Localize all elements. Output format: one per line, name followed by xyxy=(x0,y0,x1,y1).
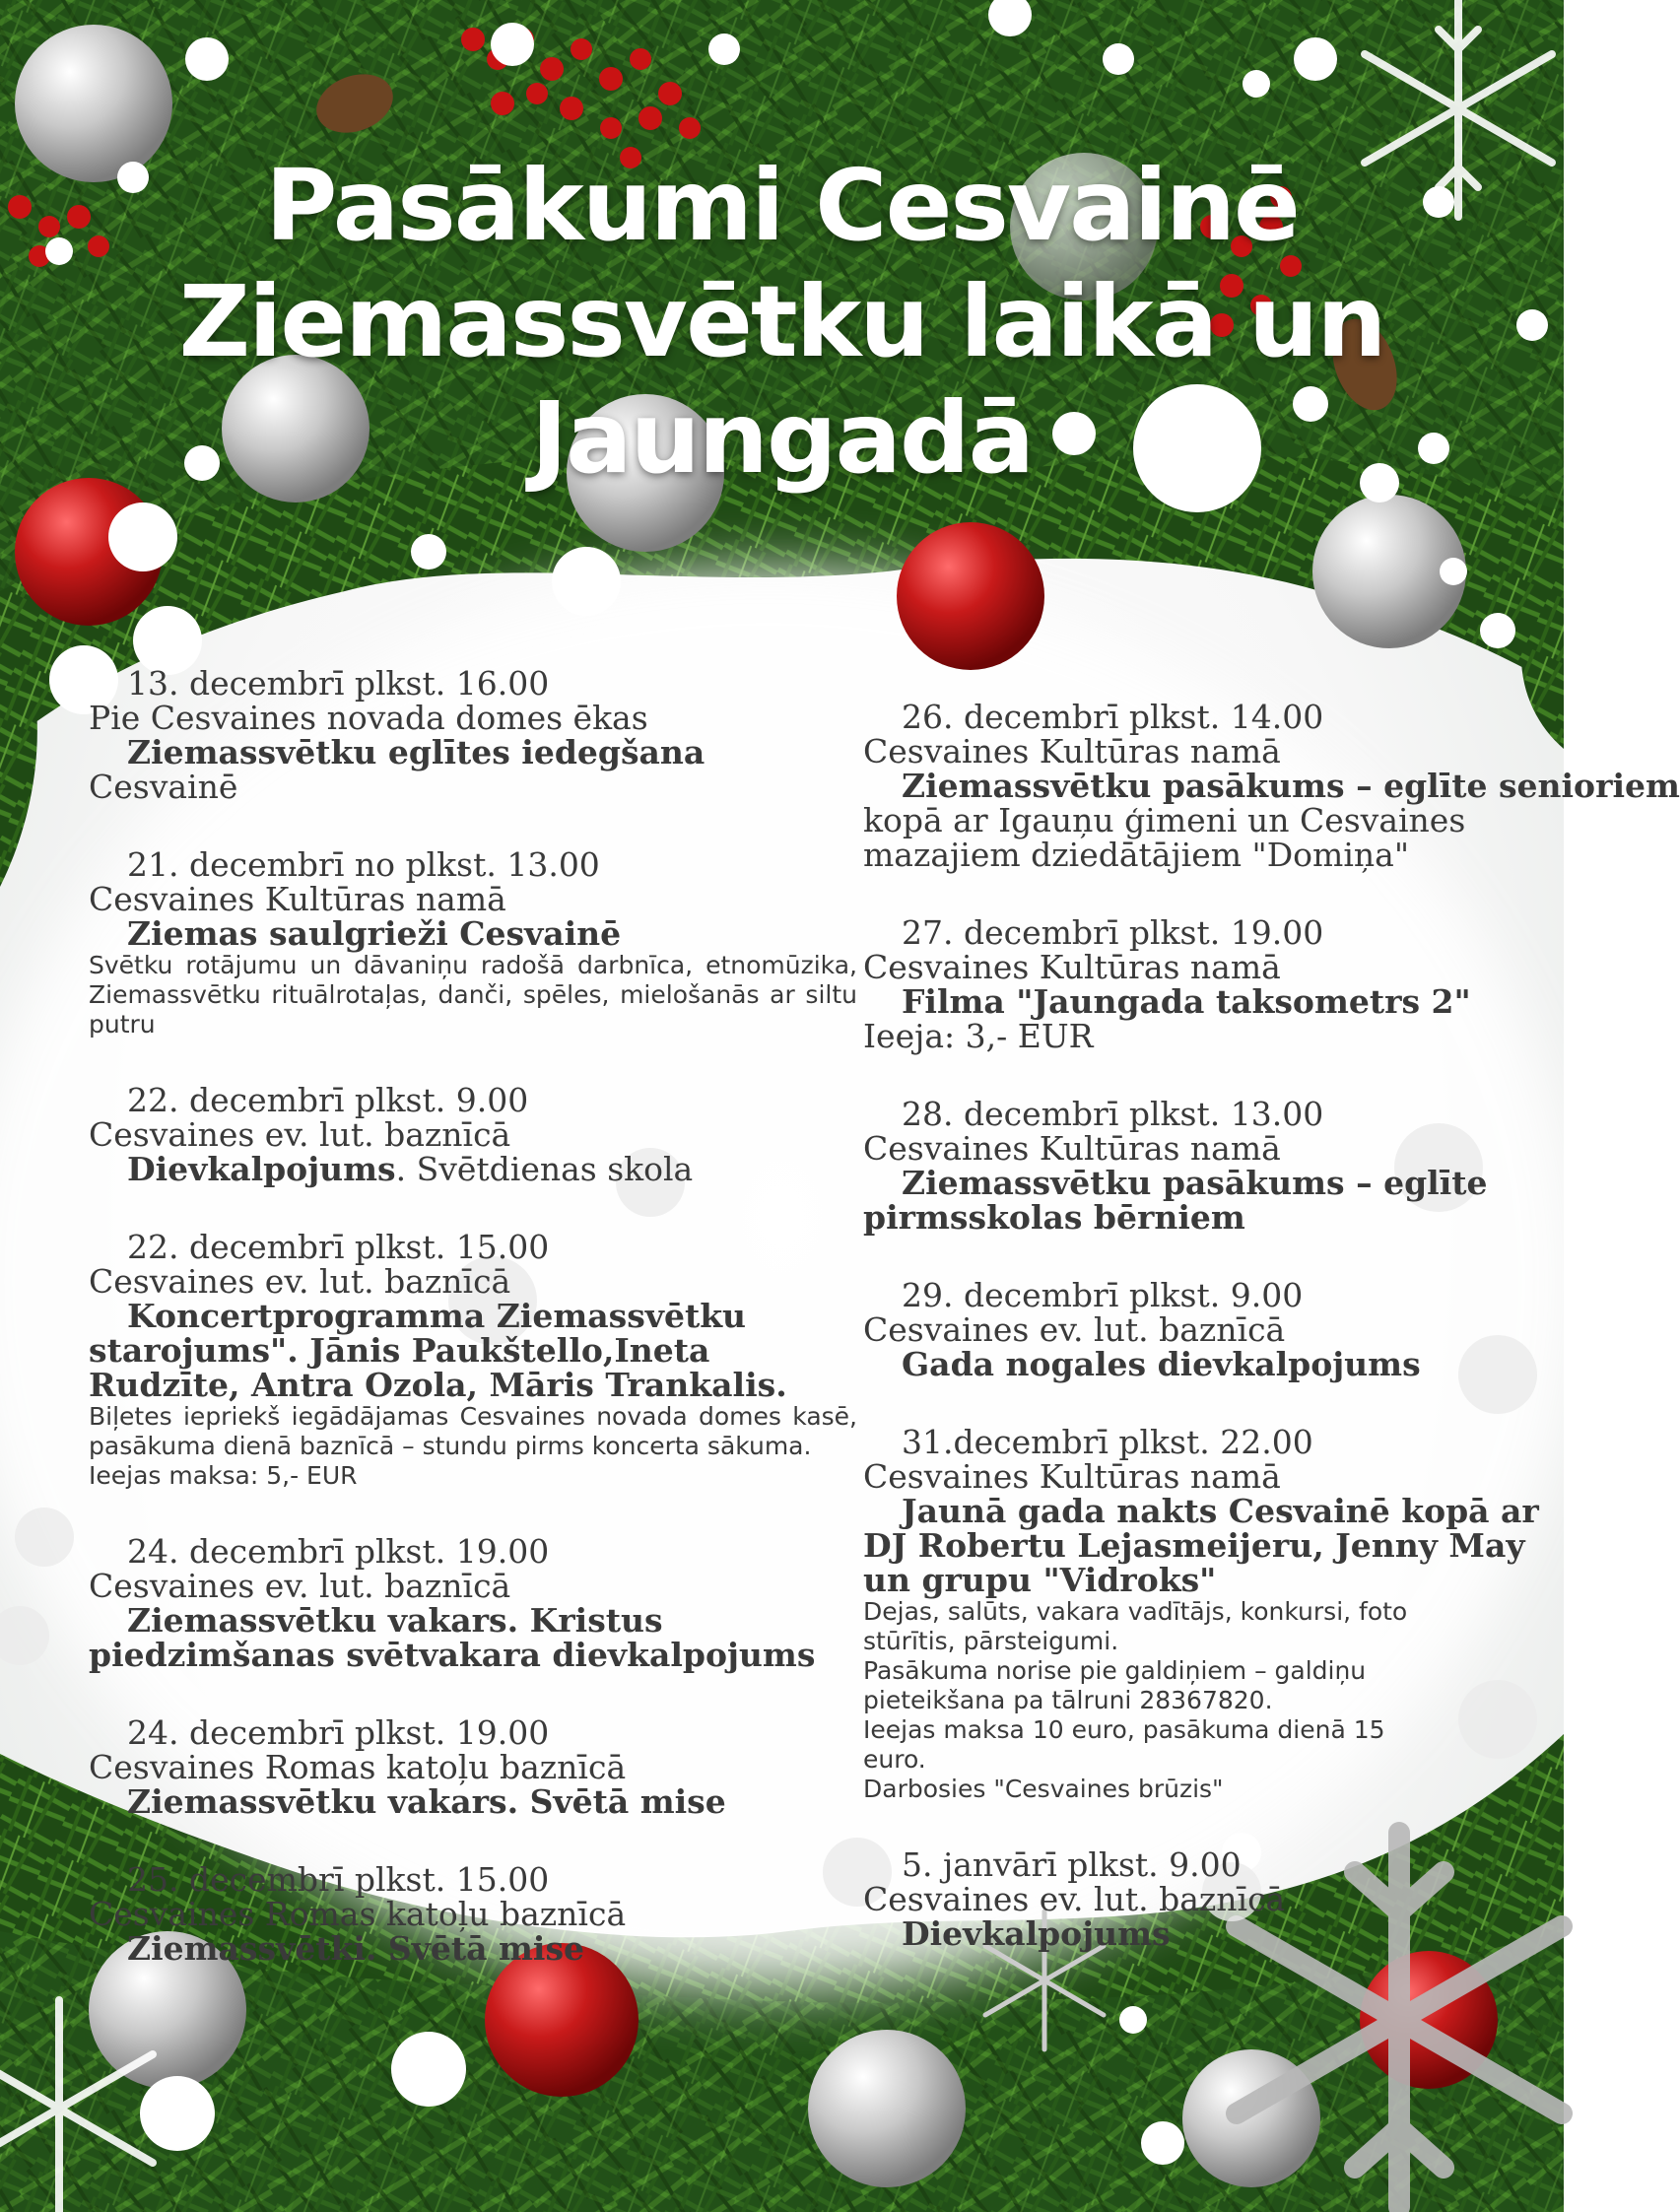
title-line-1: Pasākumi Cesvainē xyxy=(265,148,1299,263)
event-name xyxy=(863,984,1564,1019)
left-event-column xyxy=(89,666,857,2009)
event-place: Cesvaines ev. lut. baznīcā xyxy=(89,1567,511,1605)
event-name-bold: Ziemassvētku pasākums – eglīte senioriem xyxy=(902,767,1680,805)
event-place: Cesvaines Kultūras namā xyxy=(863,1129,1281,1168)
event-date: 21. decembrī no plkst. 13.00 xyxy=(127,845,600,884)
event-place: Cesvaines ev. lut. baznīcā xyxy=(89,1262,511,1301)
event-date: 27. decembrī plkst. 19.00 xyxy=(902,913,1324,952)
event-name xyxy=(89,1299,857,1402)
page-title xyxy=(0,148,1564,497)
event-name xyxy=(89,1152,857,1186)
event-name-bold: Dievkalpojums xyxy=(127,1150,396,1188)
event-item xyxy=(89,847,857,1039)
title-line-3: Jaungadā xyxy=(530,380,1034,496)
event-name xyxy=(863,1916,1564,1951)
event-item xyxy=(863,698,1680,874)
title-line-2: Ziemassvētku laikā un xyxy=(178,264,1385,379)
event-name-rest: . Svētdienas skola xyxy=(395,1150,694,1188)
event-place: Pie Cesvaines novada domes ēkas xyxy=(89,699,648,737)
event-description-line: Ieejas maksa 10 euro, pasākuma dienā 15 euro. xyxy=(863,1715,1385,1774)
event-description xyxy=(863,1597,1415,1804)
event-name xyxy=(863,1166,1564,1235)
event-description-line: Darbosies "Cesvaines brūzis" xyxy=(863,1775,1224,1803)
event-place: Cesvaines Kultūras namā xyxy=(863,732,1281,771)
event-place: Cesvaines Romas katoļu baznīcā xyxy=(89,1895,627,1933)
event-date: 26. decembrī plkst. 14.00 xyxy=(902,698,1324,736)
event-name xyxy=(89,735,857,804)
event-date: 24. decembrī plkst. 19.00 xyxy=(127,1713,550,1752)
event-name xyxy=(863,767,1680,805)
event-name-bold: Koncertprogramma Ziemassvētku starojums". Jānis Paukštello,Ineta Rudzīte, Antra Ozola, Māris Trankalis. xyxy=(89,1297,787,1404)
event-name xyxy=(863,1347,1564,1381)
event-place: Cesvaines Romas katoļu baznīcā xyxy=(89,1748,627,1786)
event-item xyxy=(863,1847,1564,1951)
event-name-rest: kopā ar Igauņu ģimeni un Cesvaines mazajiem dziedātājiem "Domiņa" xyxy=(863,801,1466,874)
event-description-line: Pasākuma norise pie galdiņiem – galdiņu pieteikšana pa tālruni 28367820. xyxy=(863,1656,1367,1714)
event-item xyxy=(863,915,1564,1053)
event-name-bold: Ziemassvētku pasākums – eglīte pirmsskolas bērniem xyxy=(863,1164,1488,1237)
event-name-bold: Ziemassvētku vakars. Svētā mise xyxy=(127,1782,726,1821)
event-name-bold: Jaunā gada nakts Cesvainē kopā ar DJ Robertu Lejasmeijeru, Jenny May un grupu "Vidroks" xyxy=(863,1492,1539,1599)
event-item xyxy=(89,1715,857,1819)
event-name xyxy=(89,1603,857,1672)
event-item xyxy=(863,1425,1564,1804)
event-place: Cesvaines Kultūras namā xyxy=(863,1457,1281,1496)
event-item xyxy=(89,1862,857,1966)
event-date: 5. janvārī plkst. 9.00 xyxy=(902,1845,1242,1884)
event-item xyxy=(89,1534,857,1672)
event-price: Ieejas maksa: 5,- EUR xyxy=(89,1461,358,1490)
event-place: Cesvaines ev. lut. baznīcā xyxy=(89,1115,511,1154)
event-name-bold: Ziemas saulgrieži Cesvainē xyxy=(127,914,622,953)
event-date: 13. decembrī plkst. 16.00 xyxy=(127,664,550,703)
event-name-bold: Ziemassvētki. Svētā mise xyxy=(127,1929,585,1968)
event-name xyxy=(89,916,857,951)
event-name-bold: Filma "Jaungada taksometrs 2" xyxy=(902,982,1471,1021)
event-place: Cesvaines ev. lut. baznīcā xyxy=(863,1880,1286,1918)
event-date: 22. decembrī plkst. 15.00 xyxy=(127,1228,550,1266)
event-name xyxy=(863,1494,1564,1597)
event-item xyxy=(863,1097,1564,1235)
event-name-rest: Cesvainē xyxy=(89,768,238,806)
event-name-bold: Gada nogales dievkalpojums xyxy=(902,1345,1421,1383)
event-price: Ieeja: 3,- EUR xyxy=(863,1017,1094,1055)
event-place: Cesvaines Kultūras namā xyxy=(89,880,506,918)
event-name xyxy=(89,1784,857,1819)
event-date: 29. decembrī plkst. 9.00 xyxy=(902,1276,1304,1314)
event-description-line: Dejas, salūts, vakara vadītājs, konkursi, foto stūrītis, pārsteigumi. xyxy=(863,1597,1408,1655)
event-date: 28. decembrī plkst. 13.00 xyxy=(902,1095,1324,1133)
event-name-bold: Dievkalpojums xyxy=(902,1914,1171,1953)
event-item xyxy=(89,1230,857,1491)
event-name xyxy=(89,1931,857,1966)
event-date: 24. decembrī plkst. 19.00 xyxy=(127,1532,550,1571)
event-place: Cesvaines Kultūras namā xyxy=(863,948,1281,986)
event-description: Svētku rotājumu un dāvaniņu radošā darbnīca, etnomūzika, Ziemassvētku rituālrotaļas, danči, spēles, mielošanās ar siltu putru xyxy=(89,951,857,1039)
event-date: 22. decembrī plkst. 9.00 xyxy=(127,1081,529,1119)
event-date: 25. decembrī plkst. 15.00 xyxy=(127,1860,550,1899)
event-item xyxy=(863,1278,1564,1381)
event-description: Biļetes iepriekš iegādājamas Cesvaines novada domes kasē, pasākuma dienā baznīcā – stundu pirms koncerta sākuma. xyxy=(89,1402,857,1460)
right-event-column xyxy=(863,698,1680,1994)
event-name-bold: Ziemassvētku eglītes iedegšana xyxy=(127,733,706,771)
event-date: 31.decembrī plkst. 22.00 xyxy=(902,1423,1313,1461)
event-item xyxy=(89,666,857,804)
event-place: Cesvaines ev. lut. baznīcā xyxy=(863,1310,1286,1349)
event-item xyxy=(89,1083,857,1186)
event-name-bold: Ziemassvētku vakars. Kristus piedzimšanas svētvakara dievkalpojums xyxy=(89,1601,816,1674)
